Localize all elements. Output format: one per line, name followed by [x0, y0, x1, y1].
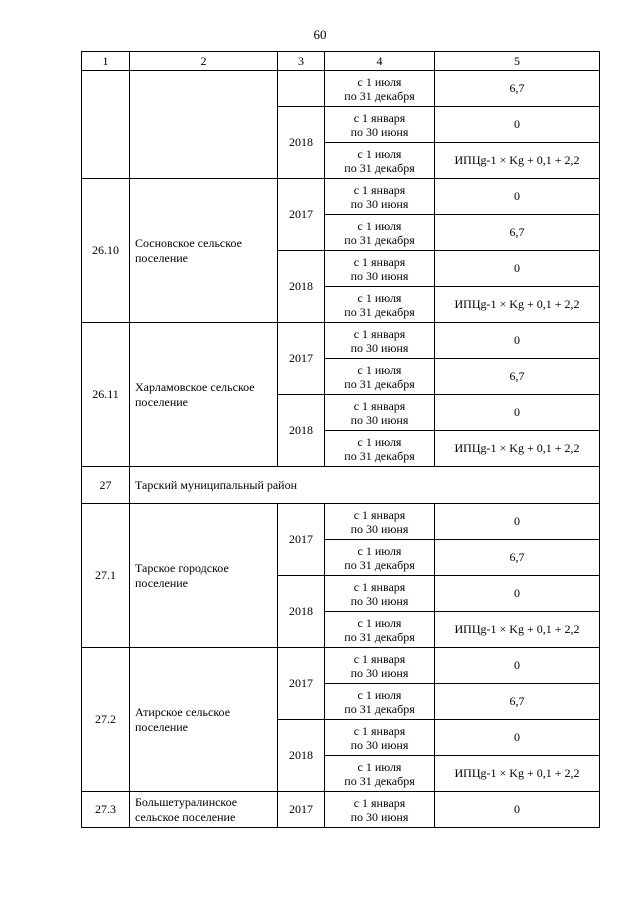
period-start: с 1 июля: [357, 218, 402, 233]
period-cell: [325, 179, 435, 215]
period-end: по 30 июня: [350, 593, 409, 608]
table-row: [82, 179, 600, 215]
district-name: Тарский муниципальный район: [130, 467, 600, 504]
section-number: 27.3: [82, 792, 130, 828]
table-row: [82, 504, 600, 540]
period-cell: [325, 612, 435, 648]
period-start: с 1 июля: [357, 615, 402, 630]
year-cell: 2017: [278, 648, 325, 720]
value-cell: 0: [435, 395, 600, 431]
settlement-name: Атирское сельское поселение: [130, 648, 278, 792]
year-cell: 2017: [278, 792, 325, 828]
header-col-2: 2: [130, 52, 278, 71]
period-start: с 1 января: [353, 579, 406, 594]
period-start: с 1 июля: [357, 74, 402, 89]
period-start: с 1 июля: [357, 146, 402, 161]
value-cell: 6,7: [435, 71, 600, 107]
header-col-5: 5: [435, 52, 600, 71]
period-start: с 1 января: [353, 398, 406, 413]
period-cell: [325, 720, 435, 756]
period-start: с 1 января: [353, 507, 406, 522]
period-end: по 30 июня: [350, 412, 409, 427]
year-cell: 2018: [278, 395, 325, 467]
period-start: с 1 января: [353, 651, 406, 666]
period-cell: [325, 359, 435, 395]
table-row: [82, 71, 600, 107]
district-row: [82, 467, 600, 504]
period-cell: [325, 540, 435, 576]
period-cell: [325, 504, 435, 540]
period-cell: [325, 143, 435, 179]
value-cell: 0: [435, 648, 600, 684]
value-cell: 0: [435, 107, 600, 143]
settlement-name: Большетуралинское сельское поселение: [130, 792, 278, 828]
table-header-row: [82, 52, 600, 71]
period-cell: [325, 323, 435, 359]
value-cell: ИПЦg-1 × Kg + 0,1 + 2,2: [435, 287, 600, 323]
section-number: 26.10: [82, 179, 130, 323]
page-number: 60: [313, 27, 327, 42]
value-cell: 6,7: [435, 540, 600, 576]
section-number: 27.2: [82, 648, 130, 792]
period-cell: [325, 431, 435, 467]
value-cell: 6,7: [435, 215, 600, 251]
section-number: 26.11: [82, 323, 130, 467]
value-cell: ИПЦg-1 × Kg + 0,1 + 2,2: [435, 143, 600, 179]
period-end: по 30 июня: [350, 737, 409, 752]
period-cell: [325, 215, 435, 251]
period-end: по 31 декабря: [344, 773, 415, 788]
period-cell: [325, 576, 435, 612]
period-start: с 1 января: [353, 254, 406, 269]
period-start: с 1 июля: [357, 434, 402, 449]
period-end: по 30 июня: [350, 521, 409, 536]
period-start: с 1 января: [353, 326, 406, 341]
settlement-name: Харламовское сельское поселение: [130, 323, 278, 467]
value-cell: 0: [435, 504, 600, 540]
period-end: по 30 июня: [350, 196, 409, 211]
period-start: с 1 июля: [357, 290, 402, 305]
table-row: [82, 792, 600, 828]
period-cell: [325, 756, 435, 792]
year-cell: 2017: [278, 179, 325, 251]
value-cell: 6,7: [435, 359, 600, 395]
value-cell: 0: [435, 251, 600, 287]
period-start: с 1 июля: [357, 759, 402, 774]
period-cell: [325, 395, 435, 431]
table-row: [82, 323, 600, 359]
year-cell: 2018: [278, 251, 325, 323]
period-end: по 31 декабря: [344, 557, 415, 572]
year-cell: 2017: [278, 504, 325, 576]
period-cell: [325, 648, 435, 684]
period-end: по 30 июня: [350, 340, 409, 355]
value-cell: 0: [435, 720, 600, 756]
period-end: по 30 июня: [350, 665, 409, 680]
year-cell: 2017: [278, 323, 325, 395]
period-cell: [325, 251, 435, 287]
period-end: по 31 декабря: [344, 304, 415, 319]
value-cell: ИПЦg-1 × Kg + 0,1 + 2,2: [435, 612, 600, 648]
table-row: [82, 648, 600, 684]
year-cell: 2018: [278, 720, 325, 792]
period-end: по 30 июня: [350, 124, 409, 139]
period-start: с 1 июля: [357, 687, 402, 702]
header-col-1: 1: [82, 52, 130, 71]
settlement-name: Сосновское сельское поселение: [130, 179, 278, 323]
period-end: по 31 декабря: [344, 376, 415, 391]
period-end: по 31 декабря: [344, 701, 415, 716]
name-cell: [130, 71, 278, 179]
section-number: 27: [82, 467, 130, 504]
settlement-name: Тарское городское поселение: [130, 504, 278, 648]
number-cell: [82, 71, 130, 179]
header-col-3: 3: [278, 52, 325, 71]
value-cell: 0: [435, 179, 600, 215]
period-cell: [325, 71, 435, 107]
period-cell: [325, 107, 435, 143]
tariff-table: [81, 51, 600, 828]
year-cell: 2018: [278, 576, 325, 648]
section-number: 27.1: [82, 504, 130, 648]
value-cell: 0: [435, 792, 600, 828]
period-start: с 1 января: [353, 182, 406, 197]
period-end: по 31 декабря: [344, 160, 415, 175]
period-cell: [325, 792, 435, 828]
year-cell: 2018: [278, 107, 325, 179]
period-end: по 30 июня: [350, 268, 409, 283]
value-cell: ИПЦg-1 × Kg + 0,1 + 2,2: [435, 756, 600, 792]
period-start: с 1 января: [353, 110, 406, 125]
value-cell: ИПЦg-1 × Kg + 0,1 + 2,2: [435, 431, 600, 467]
year-cell: [278, 71, 325, 107]
value-cell: 0: [435, 323, 600, 359]
value-cell: 0: [435, 576, 600, 612]
period-start: с 1 июля: [357, 362, 402, 377]
period-start: с 1 июля: [357, 543, 402, 558]
period-end: по 31 декабря: [344, 232, 415, 247]
header-col-4: 4: [325, 52, 435, 71]
period-cell: [325, 287, 435, 323]
period-end: по 31 декабря: [344, 448, 415, 463]
period-start: с 1 января: [353, 723, 406, 738]
period-start: с 1 января: [353, 795, 406, 810]
period-end: по 30 июня: [350, 809, 409, 824]
value-cell: 6,7: [435, 684, 600, 720]
period-end: по 31 декабря: [344, 629, 415, 644]
period-cell: [325, 684, 435, 720]
period-end: по 31 декабря: [344, 88, 415, 103]
